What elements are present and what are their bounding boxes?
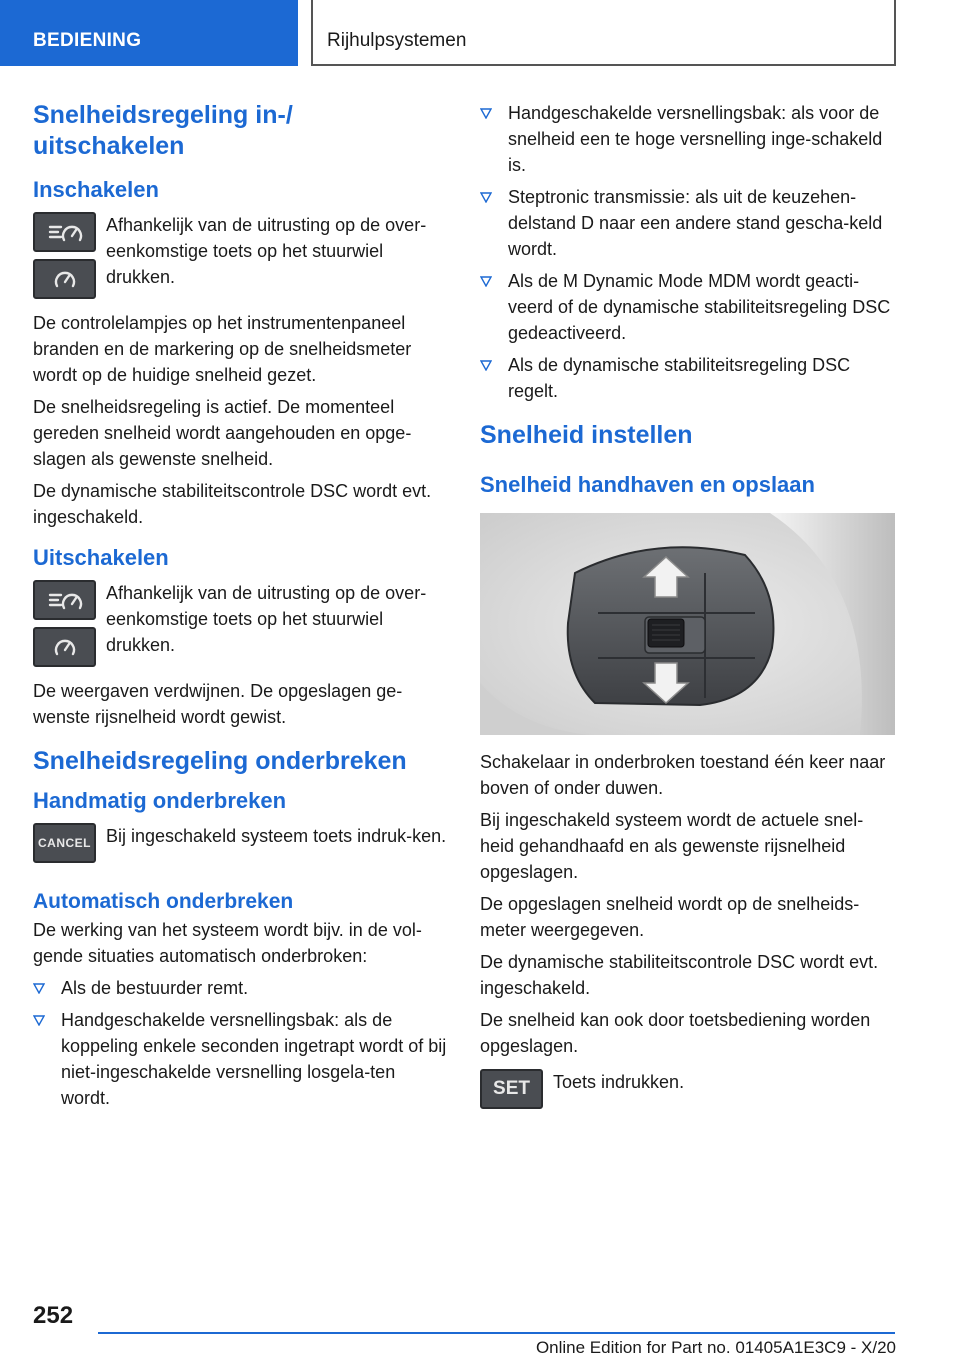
triangle-bullet-icon xyxy=(33,983,45,994)
heading-onoff: Snelheidsregeling in-/ uitschakelen xyxy=(33,101,293,160)
set-row xyxy=(480,1069,895,1116)
list-item-text: Als de bestuurder remt. xyxy=(61,978,249,998)
list-item-text: Handgeschakelde versnellingsbak: als de koppeling enkele seconden ingetrapt wordt of bij niet-ingeschakelde versnelling losgela-ten wordt. xyxy=(61,1010,447,1108)
store-paragraph-4: De dynamische stabiliteitscontrole DSC wordt evt. ingeschakeld. xyxy=(480,952,879,998)
triangle-bullet-icon xyxy=(480,360,492,371)
off-buttons-row xyxy=(33,580,448,674)
footer-edition: Online Edition for Part no. 01405A1E3C9 - X/20 xyxy=(535,1338,896,1357)
list-item-text: Handgeschakelde versnellingsbak: als voor de snelheid een te hoge versnelling inge-schakeld is. xyxy=(508,103,883,175)
chapter-tab xyxy=(311,0,896,66)
cancel-row xyxy=(33,823,448,870)
on-buttons-row xyxy=(33,212,448,306)
heading-store-speed: Snelheid handhaven en opslaan xyxy=(480,472,815,497)
cancel-description: Bij ingeschakeld systeem toets indruk-ken. xyxy=(106,826,447,846)
chapter-title: Rijhulpsystemen xyxy=(327,30,467,51)
heading-manual: Handmatig onderbreken xyxy=(33,788,287,813)
speed-limiter-button xyxy=(33,627,96,667)
store-paragraph-5: De snelheid kan ook door toetsbediening worden opgeslagen. xyxy=(480,1010,871,1056)
store-paragraph-3: De opgeslagen snelheid wordt op de snelheids-meter weergegeven. xyxy=(480,894,860,940)
store-paragraph-1: Schakelaar in onderbroken toestand één keer naar boven of onder duwen. xyxy=(480,752,886,798)
off-button-stack xyxy=(33,580,96,674)
steering-wheel-photo xyxy=(480,513,895,735)
list-item xyxy=(33,1007,448,1111)
footer-divider xyxy=(98,1332,895,1334)
cancel-button: CANCEL xyxy=(33,823,96,863)
on-button-description: Afhankelijk van de uitrusting op de over-eenkomstige toets op het stuurwiel drukken. xyxy=(106,215,427,287)
cruise-control-icon xyxy=(47,221,83,243)
list-item-text: Steptronic transmissie: als uit de keuzehen-delstand D naar een andere stand gescha-keld wordt. xyxy=(508,187,883,259)
right-column xyxy=(480,100,895,1120)
on-button-stack xyxy=(33,212,96,306)
section-tab xyxy=(0,0,298,66)
cruise-control-button xyxy=(33,212,96,252)
cancel-button-stack xyxy=(33,823,96,870)
store-paragraph-2: Bij ingeschakeld systeem wordt de actuele snel-heid gehandhaafd en als gewenste rijsnelheid opgeslagen. xyxy=(480,810,864,882)
speedometer-icon xyxy=(52,636,78,658)
cruise-control-icon xyxy=(47,589,83,611)
set-button-stack xyxy=(480,1069,543,1116)
heading-interrupt: Snelheidsregeling onderbreken xyxy=(33,747,407,775)
heading-on: Inschakelen xyxy=(33,177,159,202)
list-item xyxy=(480,100,895,178)
heading-set-speed: Snelheid instellen xyxy=(480,421,693,449)
triangle-bullet-icon xyxy=(480,192,492,203)
on-paragraph-2: De snelheidsregeling is actief. De momenteel gereden snelheid wordt aangehouden en opge-slagen als gewenste snelheid. xyxy=(33,397,412,469)
list-item xyxy=(33,975,448,1001)
heading-auto: Automatisch onderbreken xyxy=(33,890,294,913)
auto-list-left xyxy=(33,975,448,1111)
set-button: SET xyxy=(480,1069,543,1109)
left-column xyxy=(33,100,448,1117)
off-button-description: Afhankelijk van de uitrusting op de over-eenkomstige toets op het stuurwiel drukken. xyxy=(106,583,427,655)
speed-limiter-button xyxy=(33,259,96,299)
list-item xyxy=(480,352,895,404)
list-item xyxy=(480,184,895,262)
list-item-text: Als de M Dynamic Mode MDM wordt geacti-veerd of de dynamische stabiliteitsregeling DSC gedeactiveerd. xyxy=(508,271,891,343)
list-item-text: Als de dynamische stabiliteitsregeling DSC regelt. xyxy=(508,355,851,401)
section-title: BEDIENING xyxy=(33,30,142,51)
triangle-bullet-icon xyxy=(480,276,492,287)
triangle-bullet-icon xyxy=(480,108,492,119)
on-paragraph-3: De dynamische stabiliteitscontrole DSC wordt evt. ingeschakeld. xyxy=(33,481,432,527)
speedometer-icon xyxy=(52,268,78,290)
cruise-control-button xyxy=(33,580,96,620)
heading-off: Uitschakelen xyxy=(33,545,169,570)
auto-list-right xyxy=(480,100,895,404)
list-item xyxy=(480,268,895,346)
off-paragraph-1: De weergaven verdwijnen. De opgeslagen ge-wenste rijsnelheid wordt gewist. xyxy=(33,681,403,727)
triangle-bullet-icon xyxy=(33,1015,45,1026)
steering-wheel-controls-image xyxy=(480,513,895,735)
page-number: 252 xyxy=(33,1302,74,1329)
auto-paragraph: De werking van het systeem wordt bijv. in de vol-gende situaties automatisch onderbroken: xyxy=(33,920,422,966)
on-paragraph-1: De controlelampjes op het instrumentenpaneel branden en de markering op de snelheidsmeter wordt op de huidige snelheid gezet. xyxy=(33,313,412,385)
set-description: Toets indrukken. xyxy=(553,1072,685,1092)
